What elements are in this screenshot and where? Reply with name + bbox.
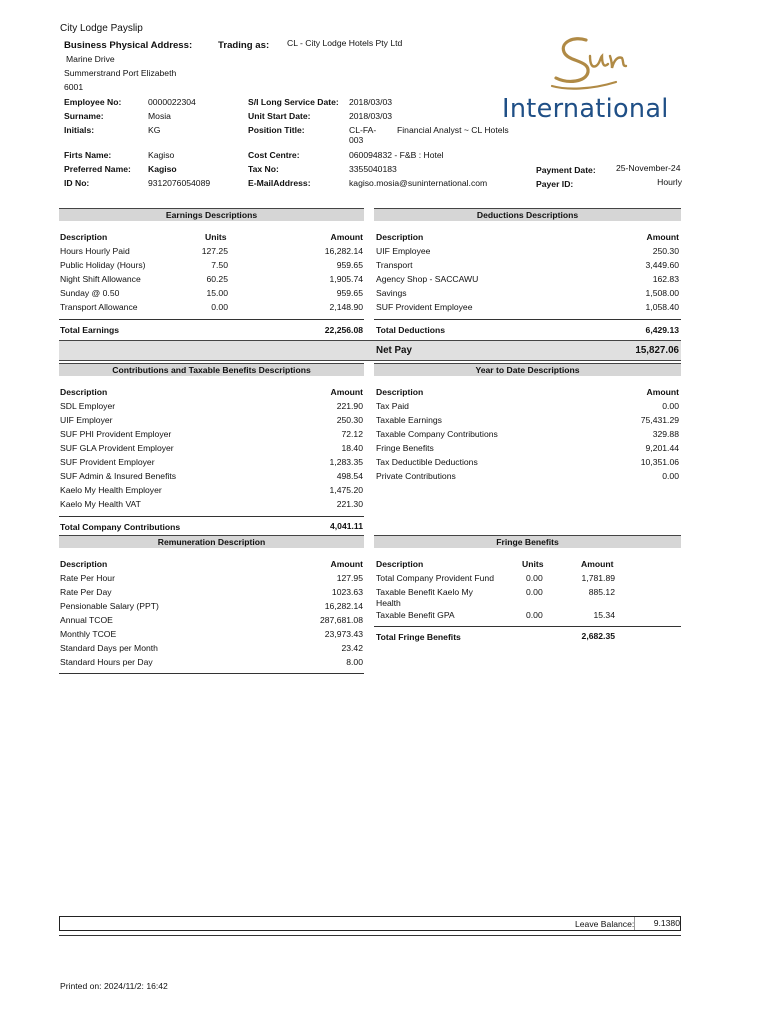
table-row (376, 399, 679, 413)
table-row (376, 571, 679, 585)
contributions-amount-header: Amount (330, 387, 363, 397)
table-row (60, 599, 364, 613)
deductions-section-header: Deductions Descriptions (374, 208, 681, 221)
remuneration-desc: Standard Days per Month (60, 643, 158, 653)
surname-label: Surname: (64, 111, 104, 121)
long-service-value: 2018/03/03 (349, 97, 393, 107)
unit-start-value: 2018/03/03 (349, 111, 393, 121)
table-row (376, 300, 679, 314)
address-line-3: 6001 (64, 82, 84, 92)
table-row (60, 258, 364, 272)
table-row (60, 286, 364, 300)
earnings-amount: 959.65 (336, 288, 363, 298)
table-row (60, 641, 364, 655)
printed-on: Printed on: 2024/11/2: 16:42 (60, 981, 168, 991)
unit-start-label: Unit Start Date: (248, 111, 311, 121)
remuneration-amount: 23.42 (341, 643, 363, 653)
table-row (60, 571, 364, 585)
earnings-desc: Public Holiday (Hours) (60, 260, 146, 270)
remuneration-desc: Rate Per Day (60, 587, 112, 597)
ytd-amount: 75,431.29 (640, 415, 679, 425)
earnings-divider (59, 319, 364, 320)
ytd-desc: Taxable Earnings (376, 415, 442, 425)
remuneration-amount: 1023.63 (331, 587, 363, 597)
ytd-desc: Private Contributions (376, 471, 456, 481)
deductions-header-row (376, 230, 679, 244)
fringe-units: 0.00 (526, 573, 543, 583)
table-row (376, 413, 679, 427)
deductions-amount: 250.30 (652, 246, 679, 256)
table-row (60, 399, 364, 413)
leave-balance-value: 9.1380 (653, 918, 680, 928)
position-value: Financial Analyst ~ CL Hotels (397, 125, 509, 135)
deductions-amount: 162.83 (652, 274, 679, 284)
fringe-desc: Taxable Benefit GPA (376, 610, 455, 620)
table-row (376, 244, 679, 258)
position-code: CL-FA- (349, 125, 377, 135)
remuneration-amount: 287,681.08 (319, 615, 363, 625)
fringe-desc: Taxable Benefit Kaelo My (376, 587, 473, 597)
ytd-header-row (376, 385, 679, 399)
deductions-amount: 1,058.40 (645, 302, 679, 312)
deductions-desc: UIF Employee (376, 246, 431, 256)
earnings-units: 0.00 (211, 302, 228, 312)
earnings-amount: 16,282.14 (324, 246, 363, 256)
payment-date-label: Payment Date: (536, 165, 596, 175)
earnings-desc: Transport Allowance (60, 302, 138, 312)
sun-script-logo-icon (546, 34, 636, 92)
initials-label: Initials: (64, 125, 95, 135)
table-row (60, 655, 364, 669)
first-name-label: Firts Name: (64, 150, 112, 160)
fringe-desc: Total Company Provident Fund (376, 573, 494, 583)
trading-label: Trading as: (218, 40, 270, 51)
remuneration-desc: Annual TCOE (60, 615, 113, 625)
remuneration-amount: 127.95 (336, 573, 363, 583)
contributions-amount: 498.54 (336, 471, 363, 481)
ytd-amount: 0.00 (662, 471, 679, 481)
logo-text: International (502, 94, 669, 124)
contributions-desc: SUF GLA Provident Employer (60, 443, 174, 453)
earnings-amount: 2,148.90 (329, 302, 363, 312)
contributions-desc: Kaelo My Health Employer (60, 485, 162, 495)
contributions-desc: SDL Employer (60, 401, 116, 411)
contributions-divider (59, 516, 364, 517)
first-name-value: Kagiso (148, 150, 175, 160)
table-row (60, 469, 364, 483)
id-no-label: ID No: (64, 178, 90, 188)
contributions-amount: 250.30 (336, 415, 363, 425)
remuneration-desc: Monthly TCOE (60, 629, 117, 639)
deductions-divider (374, 319, 681, 320)
fringe-divider (374, 626, 681, 627)
deductions-desc: Agency Shop - SACCAWU (376, 274, 479, 284)
ytd-desc: Taxable Company Contributions (376, 429, 498, 439)
deductions-desc: Transport (376, 260, 413, 270)
remuneration-bottom-line (59, 673, 364, 674)
table-row (376, 441, 679, 455)
table-row (376, 427, 679, 441)
total-fringe-value: 2,682.35 (581, 631, 615, 641)
ytd-desc: Tax Paid (376, 401, 409, 411)
earnings-units: 7.50 (211, 260, 228, 270)
ytd-amount: 329.88 (652, 429, 679, 439)
deductions-desc-header: Description (376, 232, 424, 242)
table-row (376, 286, 679, 300)
footer-line (59, 935, 681, 936)
total-contributions-value: 4,041.11 (330, 521, 363, 531)
contributions-section-header: Contributions and Taxable Benefits Descriptions (59, 363, 364, 376)
fringe-amount: 1,781.89 (581, 573, 615, 583)
table-row (376, 455, 679, 469)
email-value: kagiso.mosia@suninternational.com (349, 178, 488, 188)
earnings-amount: 959.65 (336, 260, 363, 270)
net-pay-label: Net Pay (376, 345, 412, 356)
earnings-units-header: Units (205, 232, 227, 242)
contributions-amount: 221.30 (336, 499, 363, 509)
deductions-desc: Savings (376, 288, 407, 298)
cost-centre-label: Cost Centre: (248, 150, 300, 160)
fringe-desc-header: Description (376, 559, 424, 569)
ytd-desc: Fringe Benefits (376, 443, 434, 453)
contributions-desc: UIF Employer (60, 415, 113, 425)
ytd-desc-header: Description (376, 387, 424, 397)
table-row (60, 244, 364, 258)
leave-balance-divider (634, 917, 635, 930)
contributions-desc: Kaelo My Health VAT (60, 499, 141, 509)
contributions-amount: 1,475.20 (329, 485, 363, 495)
deductions-desc: SUF Provident Employee (376, 302, 473, 312)
ytd-amount: 9,201.44 (645, 443, 679, 453)
payment-date-value: 25-November-24 (616, 163, 681, 173)
contributions-header-row (60, 385, 364, 399)
earnings-desc: Sunday @ 0.50 (60, 288, 120, 298)
remuneration-header-row (60, 557, 364, 571)
table-row (376, 258, 679, 272)
cost-centre-value: 060094832 - F&B : Hotel (349, 150, 444, 160)
remuneration-amount: 8.00 (346, 657, 363, 667)
email-label: E-MailAddress: (248, 178, 311, 188)
payslip-title: City Lodge Payslip (60, 23, 143, 34)
trading-value: CL - City Lodge Hotels Pty Ltd (287, 38, 403, 48)
earnings-header-row (60, 230, 364, 244)
sun-international-logo (500, 34, 675, 126)
contributions-amount: 221.90 (336, 401, 363, 411)
total-contributions-label: Total Company Contributions (60, 522, 181, 532)
table-row (60, 627, 364, 641)
ytd-amount: 10,351.06 (640, 457, 679, 467)
table-row (60, 441, 364, 455)
earnings-desc-header: Description (60, 232, 108, 242)
remuneration-section-header: Remuneration Description (59, 535, 364, 548)
contributions-desc: SUF PHI Provident Employer (60, 429, 172, 439)
table-row (60, 300, 364, 314)
earnings-amount: 1,905.74 (329, 274, 363, 284)
address-line-1: Marine Drive (66, 54, 115, 64)
fringe-amount: 885.12 (588, 587, 615, 597)
surname-value: Mosia (148, 111, 171, 121)
table-row (60, 427, 364, 441)
position-code-2: 003 (349, 135, 364, 145)
remuneration-desc: Rate Per Hour (60, 573, 115, 583)
earnings-desc: Hours Hourly Paid (60, 246, 130, 256)
earnings-units: 60.25 (206, 274, 228, 284)
fringe-units: 0.00 (526, 610, 543, 620)
fringe-section-header: Fringe Benefits (374, 535, 681, 548)
fringe-units: 0.00 (526, 587, 543, 597)
earnings-desc: Night Shift Allowance (60, 274, 141, 284)
initials-value: KG (148, 125, 161, 135)
total-fringe-label: Total Fringe Benefits (376, 632, 461, 642)
contributions-desc: SUF Provident Employer (60, 457, 155, 467)
table-row (60, 497, 364, 511)
ytd-desc: Tax Deductible Deductions (376, 457, 478, 467)
ytd-amount-header: Amount (646, 387, 679, 397)
net-pay-value: 15,827.06 (635, 345, 679, 356)
fringe-header-row (376, 557, 679, 571)
total-earnings-value: 22,256.08 (324, 325, 363, 335)
table-row (376, 608, 679, 622)
long-service-label: S/I Long Service Date: (248, 97, 339, 107)
remuneration-desc: Pensionable Salary (PPT) (60, 601, 159, 611)
remuneration-desc: Standard Hours per Day (60, 657, 153, 667)
table-row (376, 469, 679, 483)
table-row (60, 613, 364, 627)
total-deductions-label: Total Deductions (376, 325, 446, 335)
ytd-amount: 0.00 (662, 401, 679, 411)
fringe-desc-continued: Health (376, 598, 401, 608)
preferred-name-label: Preferred Name: (64, 164, 131, 174)
table-row (60, 413, 364, 427)
earnings-units: 127.25 (201, 246, 228, 256)
employee-no-label: Employee No: (64, 97, 122, 107)
contributions-amount: 1,283.35 (329, 457, 363, 467)
fringe-amount: 15.34 (593, 610, 615, 620)
remuneration-amount: 23,973.43 (324, 629, 363, 639)
remuneration-amount-header: Amount (330, 559, 363, 569)
remuneration-amount: 16,282.14 (324, 601, 363, 611)
table-row (376, 272, 679, 286)
contributions-amount: 72.12 (341, 429, 363, 439)
address-line-2: Summerstrand Port Elizabeth (64, 68, 177, 78)
deductions-amount: 1,508.00 (645, 288, 679, 298)
id-no-value: 9312076054089 (148, 178, 211, 188)
remuneration-desc-header: Description (60, 559, 108, 569)
payer-id-label: Payer ID: (536, 179, 574, 189)
table-row (60, 455, 364, 469)
table-row (60, 585, 364, 599)
total-earnings-label: Total Earnings (60, 325, 120, 335)
contributions-desc-header: Description (60, 387, 108, 397)
tax-no-value: 3355040183 (349, 164, 397, 174)
tax-no-label: Tax No: (248, 164, 279, 174)
total-deductions-value: 6,429.13 (645, 325, 679, 335)
contributions-desc: SUF Admin & Insured Benefits (60, 471, 177, 481)
table-row (60, 483, 364, 497)
fringe-amount-header: Amount (581, 559, 614, 569)
employee-no-value: 0000022304 (148, 97, 196, 107)
position-label: Position Title: (248, 125, 305, 135)
table-row (60, 272, 364, 286)
ytd-section-header: Year to Date Descriptions (374, 363, 681, 376)
contributions-amount: 18.40 (341, 443, 363, 453)
leave-balance-label: Leave Balance: (575, 919, 635, 929)
deductions-amount-header: Amount (646, 232, 679, 242)
deductions-amount: 3,449.60 (645, 260, 679, 270)
earnings-section-header: Earnings Descriptions (59, 208, 364, 221)
address-label: Business Physical Address: (64, 40, 193, 51)
fringe-units-header: Units (522, 559, 544, 569)
earnings-units: 15.00 (206, 288, 228, 298)
payer-id-value: Hourly (657, 177, 682, 187)
preferred-name-value: Kagiso (148, 164, 177, 174)
earnings-amount-header: Amount (330, 232, 363, 242)
